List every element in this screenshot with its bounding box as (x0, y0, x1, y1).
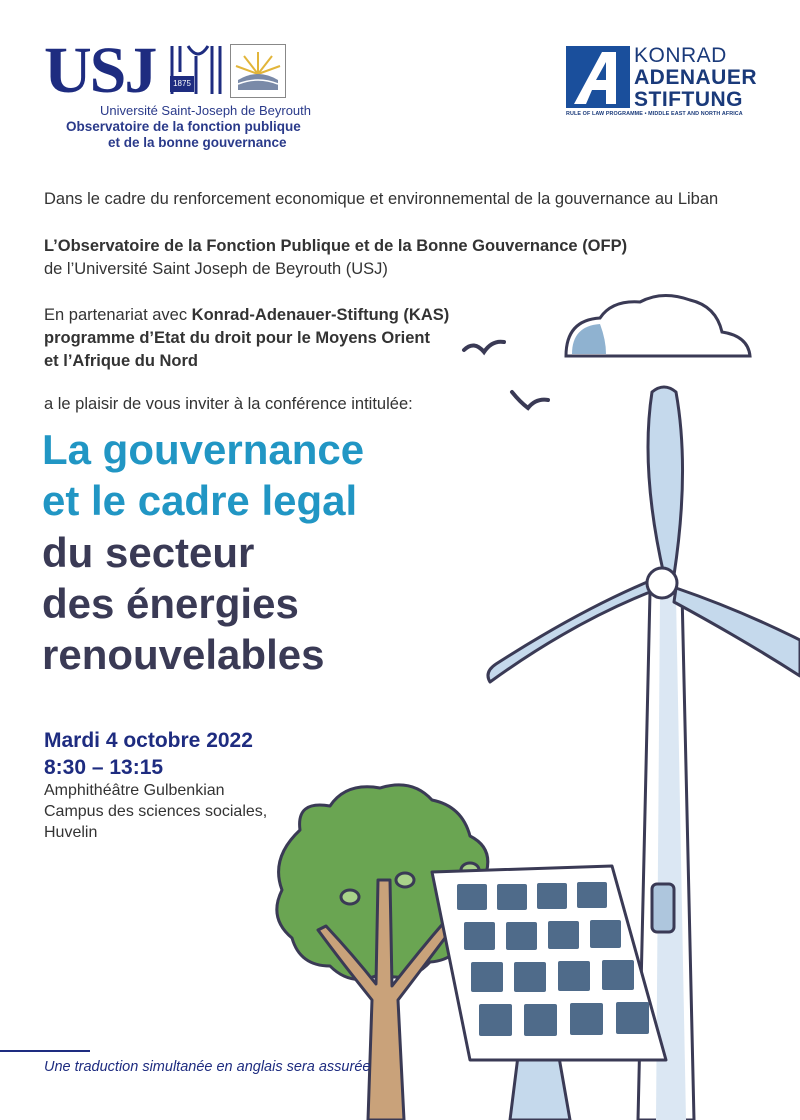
invite-text: a le plaisir de vous inviter à la conférence intitulée: (44, 395, 413, 413)
organizer-affiliation: de l’Université Saint Joseph de Beyrouth (USJ) (44, 260, 388, 278)
kas-adenauer: ADENAUER (634, 66, 758, 89)
event-time: 8:30 – 13:15 (44, 756, 164, 779)
footer-note: Une traduction simultanée en anglais sera assurée (44, 1059, 371, 1075)
kas-tagline: RULE OF LAW PROGRAMME • MIDDLE EAST AND NORTH AFRICA (566, 111, 743, 117)
intro-text: Dans le cadre du renforcement economique et environnemental de la gouvernance au Liban (44, 190, 719, 208)
venue-line3: Huvelin (44, 824, 98, 841)
partner-line2: programme d’Etat du droit pour le Moyens Orient (44, 329, 430, 347)
organizer-name: L’Observatoire de la Fonction Publique et de la Bonne Gouvernance (OFP) (44, 237, 628, 255)
bird-icon (464, 342, 504, 352)
title-line2: et le cadre legal (42, 477, 358, 524)
usj-observatory-line1: Observatoire de la fonction publique (66, 119, 301, 134)
partner-name: Konrad-Adenauer-Stiftung (KAS) (191, 306, 450, 324)
venue-line2: Campus des sciences sociales, (44, 803, 268, 820)
title-line4: des énergies (42, 580, 299, 627)
solar-panel-icon (432, 866, 666, 1120)
kas-konrad: KONRAD (634, 44, 727, 67)
venue-line1: Amphithéâtre Gulbenkian (44, 782, 225, 799)
title-line5: renouvelables (42, 631, 325, 678)
title-line3: du secteur (42, 529, 255, 576)
footer-divider (0, 1050, 90, 1052)
event-date: Mardi 4 octobre 2022 (44, 729, 253, 752)
kas-logo-icon (566, 46, 630, 108)
usj-sun-icon (230, 44, 286, 98)
usj-observatory-line2: et de la bonne gouvernance (108, 135, 287, 150)
title-line1: La gouvernance (42, 426, 365, 473)
kas-stiftung: STIFTUNG (634, 88, 743, 111)
usj-year: 1875 (170, 76, 194, 92)
cloud-icon (566, 295, 750, 356)
usj-university-name: Université Saint-Joseph de Beyrouth (100, 103, 312, 118)
partner-line1 (44, 306, 449, 325)
partner-line3: et l’Afrique du Nord (44, 352, 198, 370)
bird-icon (512, 392, 548, 408)
partner-prefix: En partenariat avec (44, 306, 192, 324)
usj-logo-mark: USJ (44, 34, 156, 107)
